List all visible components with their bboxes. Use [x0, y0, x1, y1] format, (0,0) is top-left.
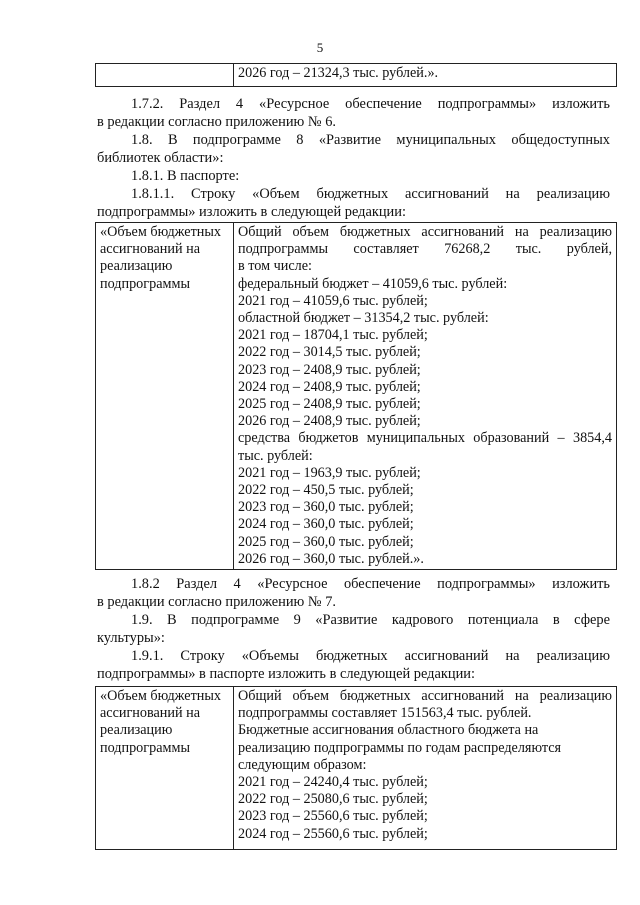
table-line: 2023 год – 360,0 тыс. рублей;: [238, 499, 414, 516]
table-line: тыс. рублей:: [238, 447, 313, 464]
table-line: Общий объем бюджетных ассигнований на реализацию: [238, 224, 612, 240]
table-line: 2024 год – 360,0 тыс. рублей;: [238, 516, 414, 533]
paragraph-line: в редакции согласно приложению № 7.: [97, 594, 337, 610]
table-line: 2024 год – 2408,9 тыс. рублей;: [238, 378, 421, 395]
table-line: реализацию подпрограммы по годам распределяются: [238, 739, 562, 756]
paragraph-line: 1.8.1. В паспорте:: [131, 168, 240, 184]
table-line: 2026 год – 21324,3 тыс. рублей.».: [238, 65, 439, 81]
label-line: «Объем бюджетных: [100, 224, 222, 240]
label-line: реализацию: [100, 722, 173, 739]
table-line: средства бюджетов муниципальных образований – 3854,4: [238, 430, 612, 447]
label-line: ассигнований на: [100, 705, 201, 722]
table-line: 2021 год – 41059,6 тыс. рублей;: [238, 292, 428, 309]
label-line: «Объем бюджетных: [100, 688, 222, 704]
paragraph-1-8-cont: [97, 149, 610, 167]
paragraph-1-8-2: [97, 575, 610, 593]
paragraph-line: 1.7.2. Раздел 4 «Ресурсное обеспечение подпрограммы» изложить: [131, 96, 610, 112]
table-line: 2025 год – 360,0 тыс. рублей;: [238, 533, 414, 550]
empty-label-cell: [96, 64, 234, 87]
table-line: федеральный бюджет – 41059,6 тыс. рублей:: [238, 275, 508, 292]
label-cell: [96, 223, 234, 570]
table-line: Общий объем бюджетных ассигнований на реализацию: [238, 688, 612, 704]
paragraph-line: библиотек области»:: [97, 150, 224, 166]
paragraph-1-8-1-1: [97, 185, 610, 203]
paragraph-1-9: [97, 611, 610, 629]
table-line: в том числе:: [238, 258, 312, 275]
content-cell: [234, 687, 617, 850]
table-line: 2022 год – 25080,6 тыс. рублей;: [238, 791, 428, 808]
paragraph-1-9-1: [97, 647, 610, 665]
content-cell: [234, 64, 617, 87]
table-line: следующим образом:: [238, 756, 367, 773]
paragraph-line: подпрограммы» изложить в следующей редакции:: [97, 204, 406, 220]
passport-table-9: [95, 686, 617, 850]
paragraph-1-7-2: [97, 95, 610, 113]
continuation-table: [95, 63, 617, 87]
page-number: 5: [316, 40, 324, 55]
label-line: подпрограммы: [100, 275, 190, 292]
table-line: 2021 год – 18704,1 тыс. рублей;: [238, 327, 428, 344]
table-line: 2024 год – 25560,6 тыс. рублей;: [238, 825, 428, 842]
table-line: 2022 год – 3014,5 тыс. рублей;: [238, 344, 421, 361]
table-line: 2022 год – 450,5 тыс. рублей;: [238, 482, 414, 499]
passport-table-8: [95, 222, 617, 570]
table-line: 2021 год – 24240,4 тыс. рублей;: [238, 774, 428, 791]
label-cell: [96, 687, 234, 850]
paragraph-line: 1.9.1. Строку «Объемы бюджетных ассигнований на реализацию: [131, 648, 610, 664]
table-line: 2023 год – 25560,6 тыс. рублей;: [238, 808, 428, 825]
label-line: ассигнований на: [100, 241, 201, 258]
paragraph-1-9-1-cont: [97, 665, 610, 683]
table-line: 2026 год – 2408,9 тыс. рублей;: [238, 413, 421, 430]
paragraph-1-7-2-cont: [97, 113, 610, 131]
paragraph-line: культуры»:: [97, 630, 165, 646]
label-line: реализацию: [100, 258, 173, 275]
content-cell: [234, 223, 617, 570]
paragraph-1-8-1-1-cont: [97, 203, 610, 221]
paragraph-line: 1.9. В подпрограмме 9 «Развитие кадрового потенциала в сфере: [131, 612, 610, 628]
paragraph-1-8-1: [97, 167, 610, 185]
label-line: подпрограммы: [100, 739, 190, 756]
table-line: 2023 год – 2408,9 тыс. рублей;: [238, 361, 421, 378]
table-line: подпрограммы составляет 76268,2 тыс. рублей,: [238, 241, 612, 258]
table-line: подпрограммы составляет 151563,4 тыс. рублей.: [238, 705, 532, 722]
paragraph-1-9-cont: [97, 629, 610, 647]
paragraph-1-8: [97, 131, 610, 149]
paragraph-line: 1.8. В подпрограмме 8 «Развитие муниципальных общедоступных: [131, 132, 610, 148]
paragraph-line: 1.8.2 Раздел 4 «Ресурсное обеспечение подпрограммы» изложить: [131, 576, 610, 592]
paragraph-line: подпрограммы» в паспорте изложить в следующей редакции:: [97, 666, 475, 682]
paragraph-line: 1.8.1.1. Строку «Объем бюджетных ассигнований на реализацию: [131, 186, 610, 202]
table-line: 2026 год – 360,0 тыс. рублей.».: [238, 550, 424, 567]
table-line: областной бюджет – 31354,2 тыс. рублей:: [238, 310, 489, 327]
table-line: Бюджетные ассигнования областного бюджета на: [238, 722, 539, 739]
table-line: 2025 год – 2408,9 тыс. рублей;: [238, 396, 421, 413]
table-line: 2021 год – 1963,9 тыс. рублей;: [238, 464, 421, 481]
paragraph-1-8-2-cont: [97, 593, 610, 611]
paragraph-line: в редакции согласно приложению № 6.: [97, 114, 337, 130]
